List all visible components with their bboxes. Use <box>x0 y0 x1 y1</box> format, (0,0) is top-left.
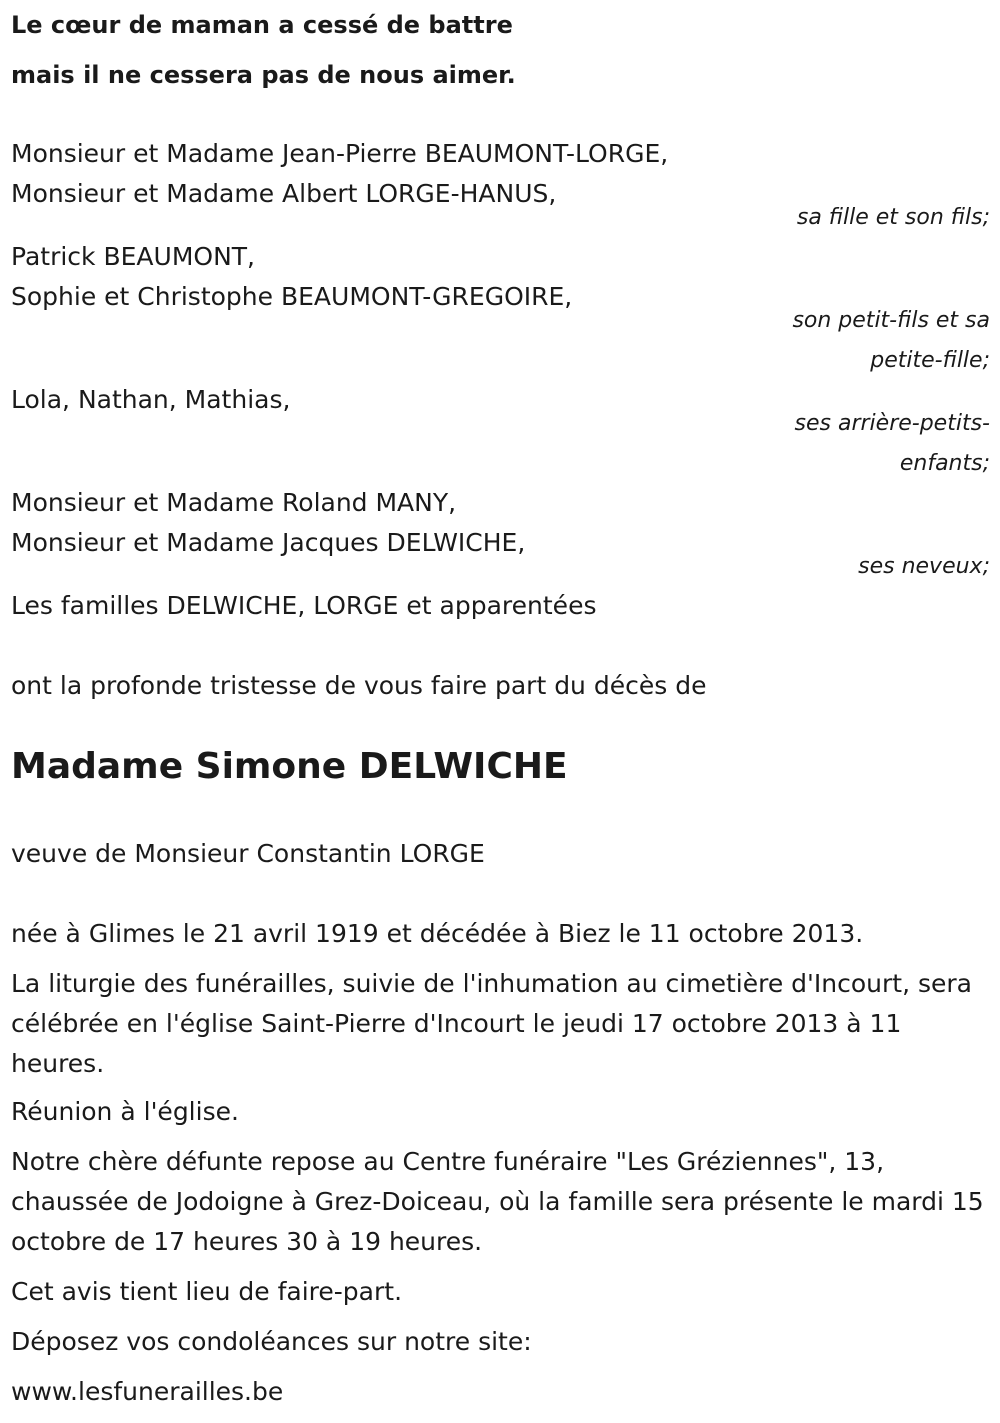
family-group3-line1: Lola, Nathan, Mathias, <box>11 385 291 414</box>
liturgy-paragraph: La liturgie des funérailles, suivie de l'inhumation au cimetière d'Incourt, sera célébrée en l'église Saint-Pierre d'Incourt le jeudi 17 octobre 2013 à 11 heures. <box>11 969 972 1078</box>
notice-line: Cet avis tient lieu de faire-part. <box>11 1277 403 1306</box>
condolences-line: Déposez vos condoléances sur notre site: <box>11 1327 532 1356</box>
family-group1-line2: Monsieur et Madame Albert LORGE-HANUS, <box>11 179 557 208</box>
families-line: Les familles DELWICHE, LORGE et apparentées <box>11 591 597 620</box>
heading-line-2: mais il ne cessera pas de nous aimer. <box>11 61 516 89</box>
relation-great-grandchildren-line1: ses arrière-petits- <box>794 411 990 436</box>
relation-nephews: ses neveux; <box>858 554 990 579</box>
relation-grandchildren-line2: petite-fille; <box>870 348 990 373</box>
relation-great-grandchildren-line2: enfants; <box>899 451 990 476</box>
website-link[interactable]: www.lesfunerailles.be <box>11 1377 284 1406</box>
family-group2-line2: Sophie et Christophe BEAUMONT-GREGOIRE, <box>11 282 573 311</box>
relation-daughter-son: sa fille et son fils; <box>796 205 990 230</box>
reunion-line: Réunion à l'église. <box>11 1097 239 1126</box>
family-group2-line1: Patrick BEAUMONT, <box>11 242 255 271</box>
family-group1-line1: Monsieur et Madame Jean-Pierre BEAUMONT-LORGE, <box>11 139 669 168</box>
birth-death-line: née à Glimes le 21 avril 1919 et décédée à Biez le 11 octobre 2013. <box>11 919 864 948</box>
relation-grandchildren-line1: son petit-fils et sa <box>792 308 990 333</box>
heading-line-1: Le cœur de maman a cessé de battre <box>11 11 513 39</box>
repose-paragraph: Notre chère défunte repose au Centre funéraire "Les Gréziennes", 13, chaussée de Jodoigne à Grez-Doiceau, où la famille sera présente le mardi 15 octobre de 17 heures 30 à 19 heures. <box>11 1147 984 1256</box>
family-group4-line1: Monsieur et Madame Roland MANY, <box>11 488 457 517</box>
family-group4-line2: Monsieur et Madame Jacques DELWICHE, <box>11 528 526 557</box>
deceased-name: Madame Simone DELWICHE <box>11 746 568 787</box>
widow-of-line: veuve de Monsieur Constantin LORGE <box>11 839 485 868</box>
announcement-line: ont la profonde tristesse de vous faire part du décès de <box>11 671 707 700</box>
